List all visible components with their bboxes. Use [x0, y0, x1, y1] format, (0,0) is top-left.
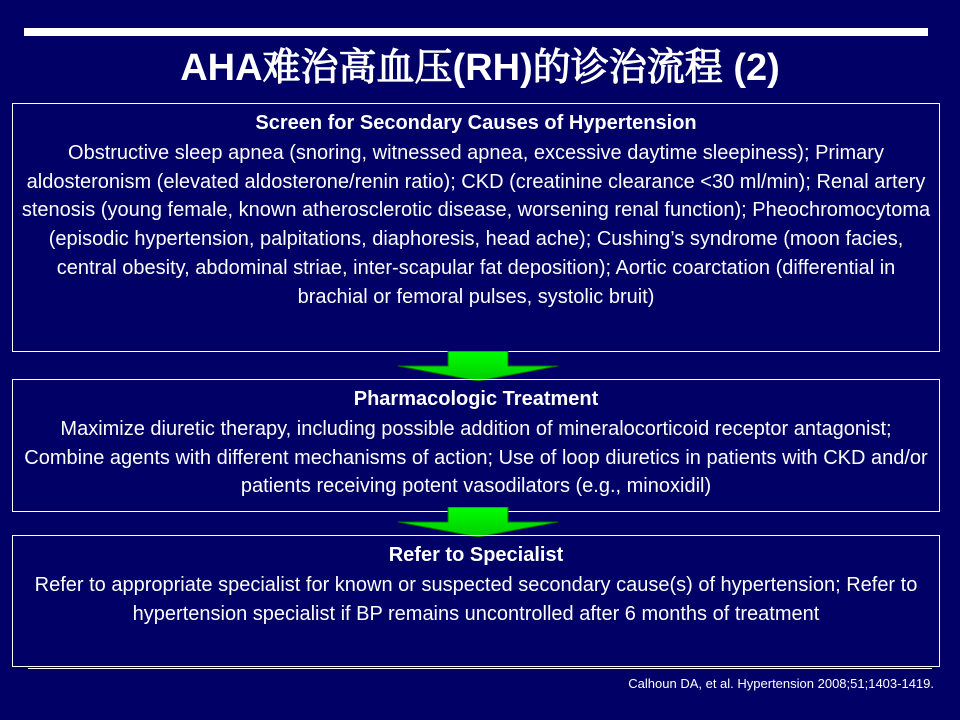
- step-box-pharmacologic-treatment: [12, 379, 940, 512]
- step-box-screen-secondary-causes: [12, 103, 940, 352]
- down-arrow-icon: [398, 507, 558, 537]
- step-heading: Refer to Specialist: [388, 544, 564, 566]
- citation: Calhoun DA, et al. Hypertension 2008;51;1403-1419.: [628, 676, 934, 691]
- step-heading: Pharmacologic Treatment: [353, 388, 599, 410]
- step-heading: Screen for Secondary Causes of Hypertension: [255, 112, 697, 134]
- step-body: Maximize diuretic therapy, including possible addition of mineralocorticoid receptor antagonist; Combine agents with different mechanisms of action; Use of loop diuretics in patients with CKD and/or patients receiving potent vasodilators (e.g., minoxidil): [24, 418, 928, 498]
- step-body: Obstructive sleep apnea (snoring, witnessed apnea, excessive daytime sleepiness); Primary aldosteronism (elevated aldosterone/renin ratio); CKD (creatinine clearance <30 ml/min); Renal artery stenosis (young female, known atherosclerotic disease, worsening renal function); Pheochromocytoma (episodic hypertension, palpitations, diaphoresis, head ache); Cushing’s syndrome (moon facies, central obesity, abdominal striae, inter-scapular fat deposition); Aortic coarctation (differential in brachial or femoral pulses, systolic bruit): [21, 142, 931, 308]
- down-arrow-icon: [398, 351, 558, 381]
- bottom-divider: [28, 668, 932, 669]
- slide-title: AHA难治高血压(RH)的诊治流程 (2): [180, 47, 780, 89]
- step-box-refer-to-specialist: [12, 535, 940, 667]
- top-divider: [24, 28, 928, 36]
- step-body: Refer to appropriate specialist for known or suspected secondary cause(s) of hypertension; Refer to hypertension specialist if BP remains uncontrolled after 6 months of treatment: [34, 574, 918, 625]
